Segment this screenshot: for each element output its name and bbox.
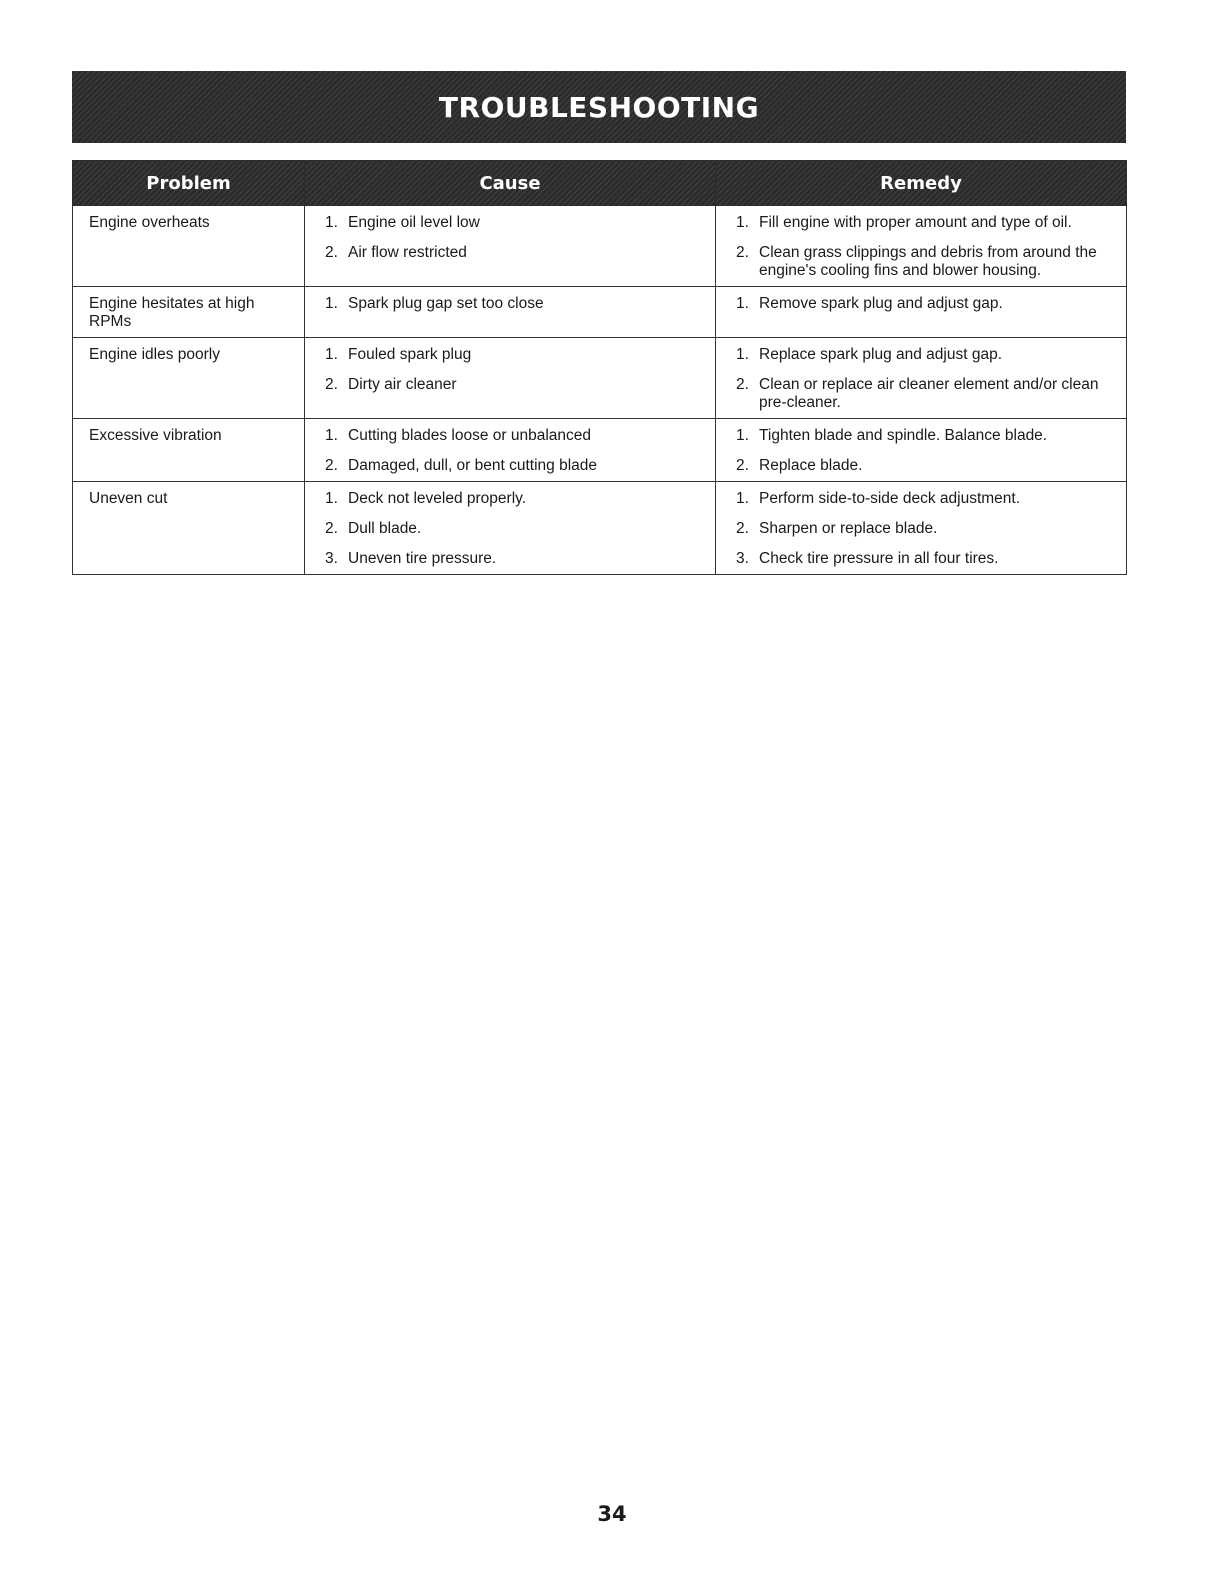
cause-list [325,346,707,394]
remedy-item-text: Remove spark plug and adjust gap. [759,295,1003,312]
remedy-item-text: Fill engine with proper amount and type of oil. [759,214,1072,231]
cause-item-text: Cutting blades loose or unbalanced [348,427,592,444]
cause-item [325,550,707,568]
table-row [73,338,1127,419]
cause-item-text: Uneven tire pressure. [348,550,497,567]
remedy-list [736,346,1118,412]
remedy-item [736,346,1118,364]
column-header-remedy: Remedy [716,161,1127,206]
cause-item [325,346,707,364]
cause-item-text: Air flow restricted [348,244,467,261]
remedy-item-text: Clean or replace air cleaner element and/or clean pre-cleaner. [759,376,1099,411]
cause-item-number: 2. [325,376,338,393]
remedy-list [736,214,1118,280]
remedy-item [736,427,1118,445]
cause-list [325,490,707,568]
remedy-item [736,214,1118,232]
remedy-list [736,490,1118,568]
table-body [73,206,1127,575]
cause-item [325,376,707,394]
table-row [73,206,1127,287]
remedy-item-number: 3. [736,550,749,567]
table-row [73,287,1127,338]
cause-item-number: 1. [325,490,338,507]
remedy-item-text: Sharpen or replace blade. [759,520,938,537]
remedy-item-text: Replace spark plug and adjust gap. [759,346,1002,363]
cause-cell [305,287,716,338]
problem-cell: Uneven cut [73,482,305,575]
cause-item-number: 1. [325,427,338,444]
column-header-cause: Cause [305,161,716,206]
cause-item-text: Dirty air cleaner [348,376,457,393]
troubleshooting-table [72,160,1127,575]
cause-cell [305,419,716,482]
remedy-item-number: 1. [736,490,749,507]
remedy-item-text: Perform side-to-side deck adjustment. [759,490,1021,507]
table-row [73,419,1127,482]
remedy-cell [716,287,1127,338]
remedy-item [736,295,1118,313]
cause-item-text: Deck not leveled properly. [348,490,527,507]
cause-item [325,520,707,538]
cause-item-number: 2. [325,244,338,261]
cause-item [325,214,707,232]
remedy-item-number: 1. [736,346,749,363]
cause-item [325,295,707,313]
cause-item [325,490,707,508]
cause-cell [305,338,716,419]
remedy-item-number: 2. [736,520,749,537]
section-title: TROUBLESHOOTING [438,90,760,124]
cause-cell [305,482,716,575]
cause-item [325,457,707,475]
remedy-cell [716,419,1127,482]
cause-list [325,214,707,262]
remedy-item-text: Tighten blade and spindle. Balance blade. [759,427,1048,444]
remedy-item [736,457,1118,475]
remedy-item [736,490,1118,508]
remedy-list [736,295,1118,313]
cause-item-text: Fouled spark plug [348,346,472,363]
table-header-row [73,161,1127,206]
table-row [73,482,1127,575]
cause-list [325,295,707,313]
remedy-cell [716,206,1127,287]
problem-cell: Excessive vibration [73,419,305,482]
cause-item-number: 1. [325,214,338,231]
cause-item-text: Spark plug gap set too close [348,295,544,312]
remedy-item-number: 2. [736,376,749,393]
remedy-item-number: 1. [736,295,749,312]
problem-cell: Engine overheats [73,206,305,287]
page-number: 34 [597,1502,627,1526]
remedy-cell [716,482,1127,575]
problem-cell: Engine idles poorly [73,338,305,419]
section-banner [72,71,1126,143]
cause-cell [305,206,716,287]
cause-item-number: 2. [325,457,338,474]
cause-item-number: 2. [325,520,338,537]
remedy-item [736,550,1118,568]
cause-item [325,427,707,445]
cause-item-text: Damaged, dull, or bent cutting blade [348,457,598,474]
remedy-item-number: 2. [736,457,749,474]
cause-item-text: Engine oil level low [348,214,480,231]
remedy-cell [716,338,1127,419]
remedy-item-text: Check tire pressure in all four tires. [759,550,999,567]
remedy-item-number: 1. [736,427,749,444]
cause-item-number: 1. [325,346,338,363]
cause-item-number: 1. [325,295,338,312]
remedy-item-text: Replace blade. [759,457,863,474]
cause-item [325,244,707,262]
remedy-item-number: 2. [736,244,749,261]
cause-item-text: Dull blade. [348,520,422,537]
column-header-problem: Problem [73,161,305,206]
cause-item-number: 3. [325,550,338,567]
remedy-item [736,244,1118,280]
remedy-item [736,376,1118,412]
remedy-item-text: Clean grass clippings and debris from around the engine's cooling fins and blower housing. [759,244,1097,279]
remedy-item [736,520,1118,538]
remedy-item-number: 1. [736,214,749,231]
remedy-list [736,427,1118,475]
cause-list [325,427,707,475]
problem-cell: Engine hesitates at high RPMs [73,287,305,338]
